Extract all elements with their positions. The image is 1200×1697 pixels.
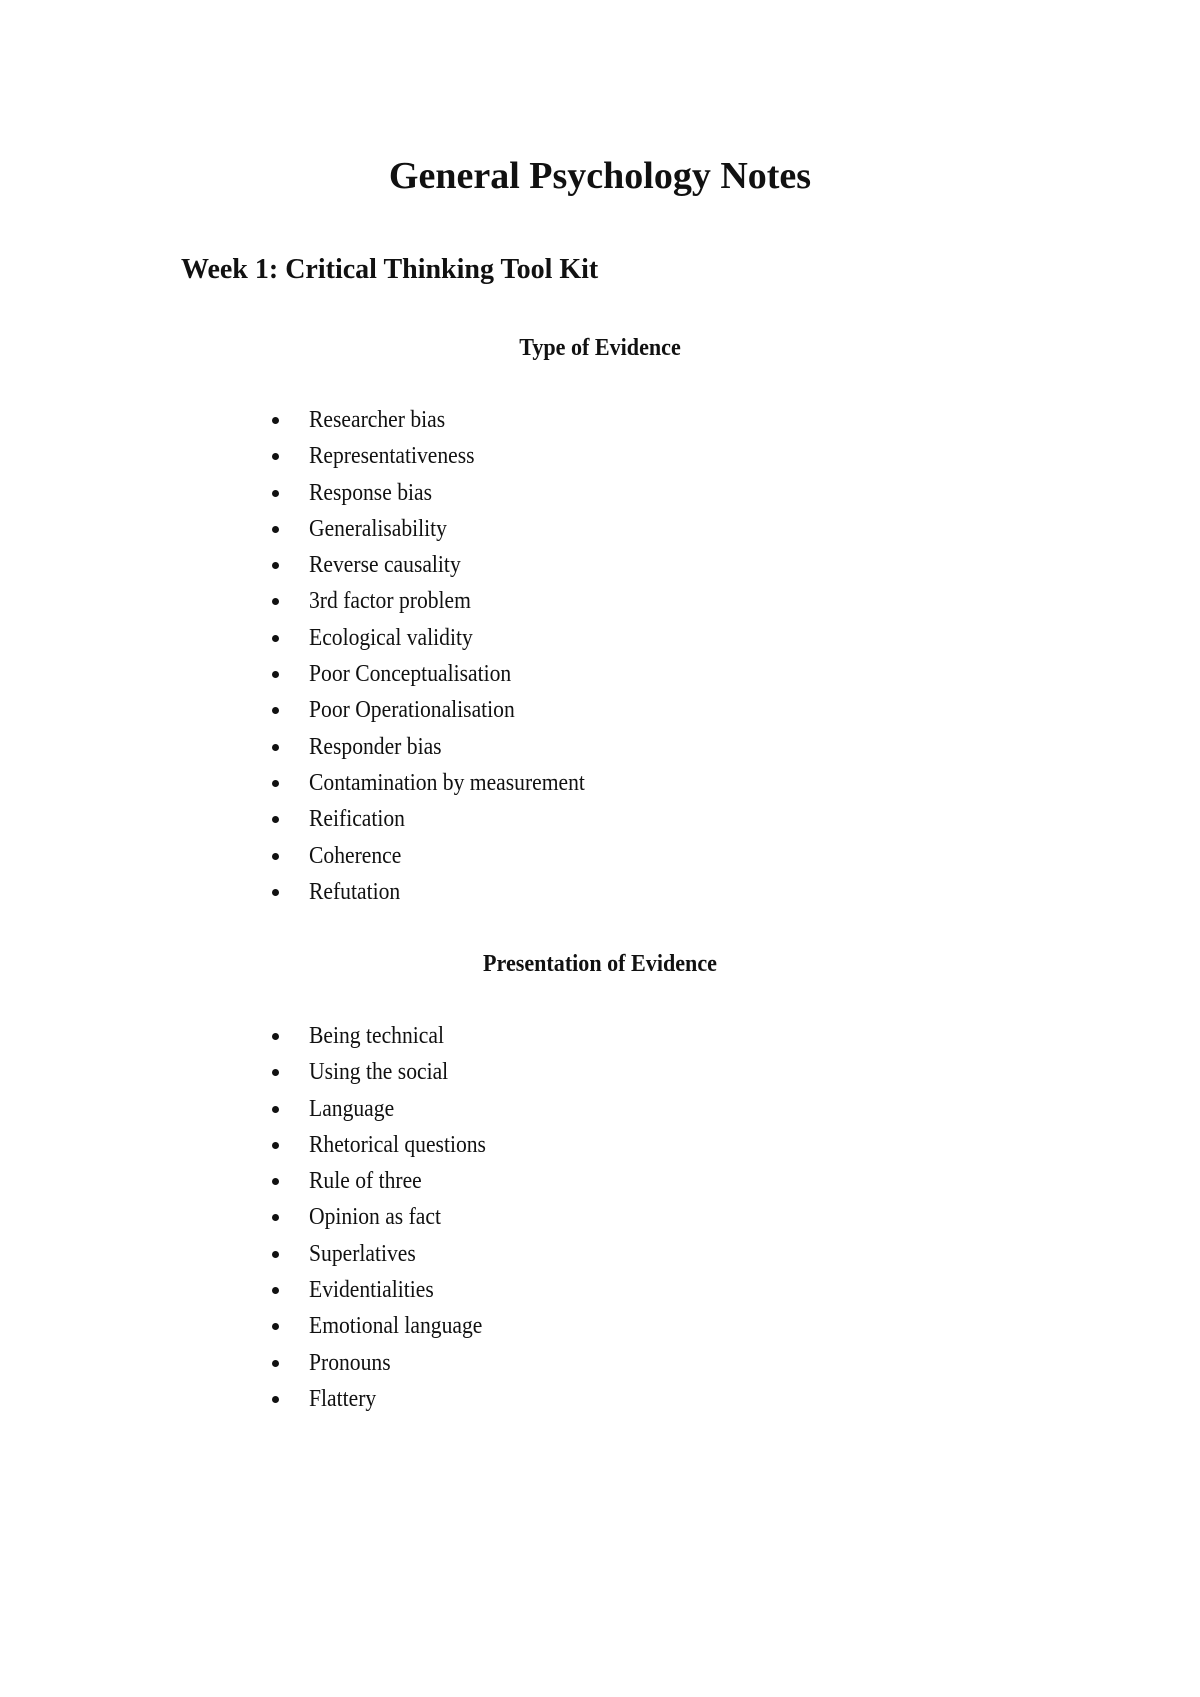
- bullet-icon: [272, 1214, 279, 1221]
- type-of-evidence-list: [0, 402, 1200, 910]
- bullet-icon: [272, 1069, 279, 1076]
- list-item-text: Rhetorical questions: [309, 1131, 486, 1158]
- list-item: [0, 1091, 1200, 1127]
- list-item-text: Reverse causality: [309, 552, 461, 579]
- bullet-icon: [272, 526, 279, 533]
- bullet-icon: [272, 635, 279, 642]
- list-item-text: Being technical: [309, 1023, 444, 1049]
- bullet-icon: [272, 1287, 279, 1294]
- list-item: [0, 402, 1200, 438]
- document-title: General Psychology Notes: [388, 155, 812, 197]
- week-heading: Week 1: Critical Thinking Tool Kit: [181, 254, 599, 285]
- bullet-icon: [272, 1251, 279, 1258]
- bullet-icon: [272, 889, 279, 896]
- bullet-icon: [272, 1106, 279, 1113]
- list-item: [0, 765, 1200, 801]
- list-item: [0, 1054, 1200, 1090]
- bullet-icon: [272, 816, 279, 823]
- list-item: [0, 1272, 1200, 1308]
- bullet-icon: [272, 598, 279, 605]
- bullet-icon: [272, 1360, 279, 1367]
- bullet-icon: [272, 1033, 279, 1040]
- list-item-text: Reification: [309, 806, 405, 833]
- bullet-icon: [272, 417, 279, 424]
- bullet-icon: [272, 1178, 279, 1185]
- list-item: [0, 874, 1200, 910]
- bullet-icon: [272, 707, 279, 714]
- list-item: [0, 1199, 1200, 1235]
- list-item-text: Evidentialities: [309, 1277, 434, 1304]
- list-item: [0, 1345, 1200, 1381]
- presentation-of-evidence-list: [0, 1018, 1200, 1417]
- list-item: [0, 1018, 1200, 1054]
- list-item-text: Pronouns: [309, 1349, 391, 1376]
- list-item-text: Poor Operationalisation: [309, 697, 515, 724]
- section-heading-type-of-evidence: Type of Evidence: [519, 335, 681, 361]
- bullet-icon: [272, 490, 279, 497]
- list-item-text: Responder bias: [309, 733, 442, 760]
- list-item: [0, 1163, 1200, 1199]
- list-item: [0, 1381, 1200, 1417]
- list-item-text: Emotional language: [309, 1313, 483, 1340]
- list-item-text: Language: [309, 1095, 395, 1122]
- list-item: [0, 438, 1200, 474]
- list-item: [0, 801, 1200, 837]
- list-item: [0, 547, 1200, 583]
- list-item: [0, 475, 1200, 511]
- bullet-icon: [272, 453, 279, 460]
- list-item: [0, 838, 1200, 874]
- section-heading-presentation-of-evidence: Presentation of Evidence: [483, 951, 717, 977]
- bullet-icon: [272, 853, 279, 860]
- list-item-text: Coherence: [309, 842, 402, 869]
- bullet-icon: [272, 1396, 279, 1403]
- list-item-text: Generalisability: [309, 515, 447, 542]
- list-item-text: Researcher bias: [309, 407, 446, 433]
- list-item-text: Contamination by measurement: [309, 769, 585, 796]
- bullet-icon: [272, 780, 279, 787]
- list-item-text: Superlatives: [309, 1240, 416, 1267]
- list-item-text: Using the social: [309, 1059, 449, 1086]
- list-item-text: Rule of three: [309, 1168, 422, 1195]
- list-item: [0, 1308, 1200, 1344]
- list-item: [0, 1236, 1200, 1272]
- bullet-icon: [272, 671, 279, 678]
- bullet-icon: [272, 744, 279, 751]
- list-item-text: Representativeness: [309, 443, 475, 470]
- list-item-text: Poor Conceptualisation: [309, 661, 512, 688]
- list-item: [0, 620, 1200, 656]
- list-item-text: Response bias: [309, 479, 432, 506]
- list-item: [0, 656, 1200, 692]
- list-item-text: Ecological validity: [309, 624, 473, 651]
- bullet-icon: [272, 1142, 279, 1149]
- list-item-text: 3rd factor problem: [309, 588, 471, 615]
- bullet-icon: [272, 562, 279, 569]
- list-item: [0, 583, 1200, 619]
- list-item-text: Refutation: [309, 878, 401, 905]
- list-item: [0, 692, 1200, 728]
- list-item-text: Flattery: [309, 1385, 377, 1412]
- list-item: [0, 511, 1200, 547]
- list-item-text: Opinion as fact: [309, 1204, 441, 1231]
- list-item: [0, 1127, 1200, 1163]
- bullet-icon: [272, 1323, 279, 1330]
- list-item: [0, 729, 1200, 765]
